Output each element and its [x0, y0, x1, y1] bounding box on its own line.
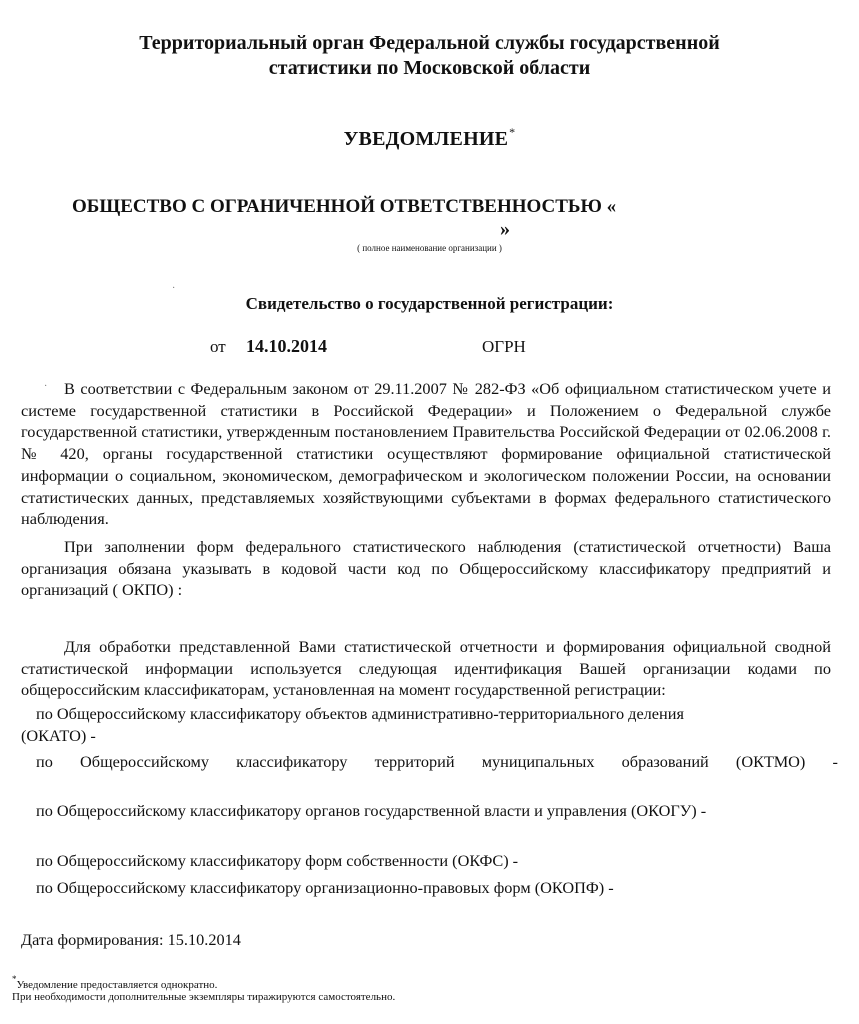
- registration-title: Свидетельство о государственной регистрации:: [245, 294, 614, 313]
- registration-date: 14.10.2014: [246, 336, 327, 356]
- oktmo-word: -: [832, 752, 838, 771]
- okogu-line: по Общероссийскому классификатору органов государственной власти и управления (ОКОГУ) -: [36, 801, 707, 820]
- oktmo-word: по: [36, 752, 53, 771]
- ogrn-label: ОГРН: [482, 337, 526, 356]
- organization-caption: ( полное наименование организации ): [357, 243, 502, 253]
- paragraph-okpo: При заполнении форм федерального статистического наблюдения (статистической отчетности) Ваша организация обязана указывать в кодовой части код по Общероссийскому классификатору предприятий и организаций ( ОКПО) :: [21, 537, 831, 600]
- paragraph-legal-basis: В соответствии с Федеральным законом от 29.11.2007 № 282-ФЗ «Об официальном статистическом учете и системе государственной статистики в Российской Федерации» и Положением о Федеральной службе государственной статистики, утвержденным постановлением Правительства Российской Федерации от 02.06.2008 г. № 420, органы государственной статистики осуществляют формирование официальной статистической информации о социальном, экономическом, демографическом и экологическом положении России, на основании статистических данных, представляемых хозяйствующими субъектами в формах федерального статистического наблюдения.: [21, 379, 831, 529]
- scan-dot: ·: [172, 283, 176, 294]
- oktmo-line: [36, 752, 838, 772]
- notice-title: [0, 125, 859, 151]
- footnote-asterisk: *: [12, 974, 17, 984]
- footnote-text-1: Уведомление предоставляется однократно.: [16, 979, 218, 991]
- oktmo-word: образований: [621, 752, 709, 771]
- oktmo-word: (ОКТМО): [735, 752, 806, 771]
- oktmo-word: классификатору: [236, 752, 348, 771]
- oktmo-word: Общероссийскому: [80, 752, 209, 771]
- okfs-line: по Общероссийскому классификатору форм собственности (ОКФС) -: [36, 851, 519, 870]
- scan-dot-2: ·: [44, 381, 48, 392]
- oktmo-word: территорий: [374, 752, 455, 771]
- issuer-title-line-1: Территориальный орган Федеральной службы государственной: [139, 32, 720, 54]
- issuer-title-line-2: статистики по Московской области: [268, 57, 591, 79]
- okato-line-2: (ОКАТО) -: [21, 726, 96, 745]
- okopf-line: по Общероссийскому классификатору организационно-правовых форм (ОКОПФ) -: [36, 878, 614, 897]
- registration-from-label: от: [210, 337, 226, 356]
- paragraph-identification: Для обработки представленной Вами статистической отчетности и формирования официальной сводной статистической информации используется следующая идентификация Вашей организации кодами по общероссийским классификаторам, установленная на момент государственной регистрации:: [21, 637, 831, 700]
- footnote-line-2: При необходимости дополнительные экземпляры тиражируются самостоятельно.: [12, 991, 396, 1003]
- footnote-line-1: [12, 974, 217, 991]
- notice-footnote-mark: *: [509, 125, 516, 139]
- organization-name: ОБЩЕСТВО С ОГРАНИЧЕННОЙ ОТВЕТСТВЕННОСТЬЮ «: [72, 196, 617, 217]
- organization-closing-quote: »: [500, 218, 510, 240]
- formation-date: Дата формирования: 15.10.2014: [21, 930, 241, 949]
- oktmo-word: муниципальных: [481, 752, 595, 771]
- okato-line-1: по Общероссийскому классификатору объектов административно-территориального деления: [36, 704, 684, 723]
- notice-title-text: УВЕДОМЛЕНИЕ: [343, 128, 509, 150]
